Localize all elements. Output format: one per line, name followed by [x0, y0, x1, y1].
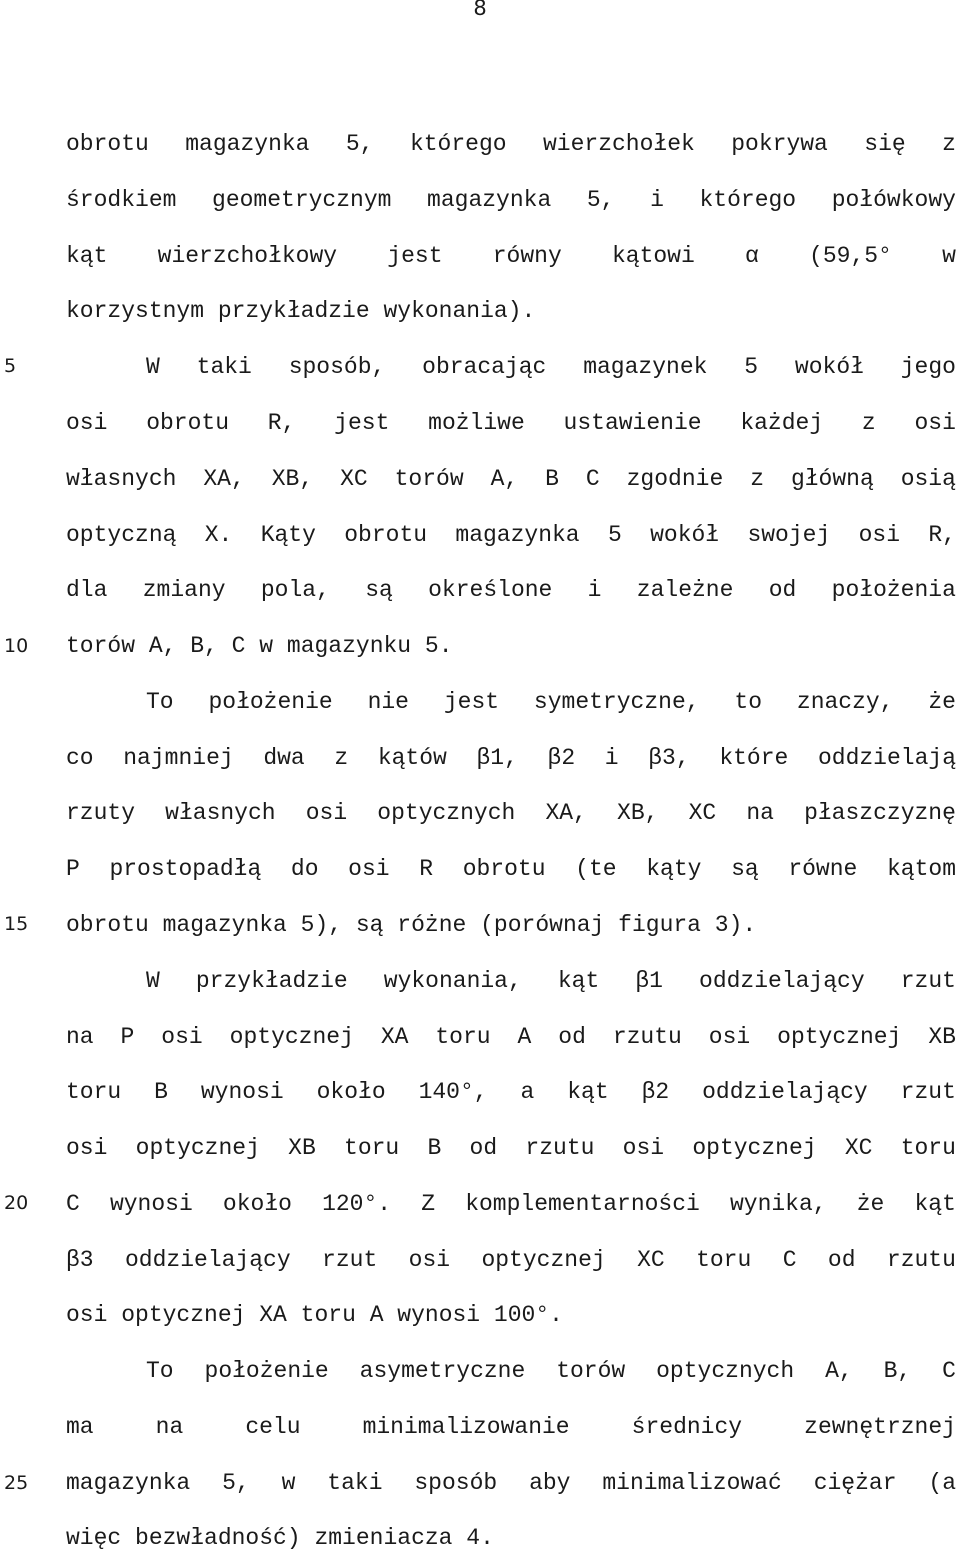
word: oddzielający	[702, 1079, 868, 1105]
word: na	[66, 1024, 94, 1050]
text-line	[66, 182, 956, 218]
word: 5	[607, 522, 622, 548]
word: co	[66, 745, 94, 771]
word: jego	[900, 354, 956, 380]
word: w	[281, 1470, 296, 1496]
word: średnicy	[631, 1414, 743, 1440]
word: A	[517, 1024, 532, 1050]
word: którego	[699, 187, 797, 213]
word: magazynka	[427, 187, 552, 213]
word: różne	[397, 912, 481, 938]
word: każdej	[740, 410, 824, 436]
word: β1	[635, 968, 663, 994]
word: obrotu	[344, 522, 428, 548]
word: XA,	[545, 800, 587, 826]
word: B	[154, 1079, 168, 1105]
text-line	[66, 572, 956, 608]
word: magazynka	[185, 131, 310, 157]
text-line	[66, 740, 956, 776]
word: są	[365, 577, 393, 603]
word: optyczną	[66, 522, 177, 548]
page-number: 8	[473, 0, 487, 20]
line-number-25: 25	[4, 1472, 29, 1494]
word: B	[545, 466, 559, 492]
word: osi	[66, 410, 108, 436]
text-line	[66, 795, 956, 831]
word: są	[355, 912, 398, 938]
word: β2	[547, 745, 576, 771]
word: optycznej	[692, 1135, 817, 1161]
word: kąt	[914, 1191, 956, 1217]
word: P	[120, 1024, 135, 1050]
word: C	[942, 1358, 956, 1384]
word: osi	[858, 522, 901, 548]
word: kątom	[886, 856, 956, 882]
line-number-10: 10	[4, 635, 29, 657]
word: osi	[708, 1024, 751, 1050]
word: od	[469, 1135, 498, 1161]
word: rzutu	[612, 1024, 682, 1050]
word: dla	[66, 577, 108, 603]
word: że	[928, 689, 956, 715]
word: osi	[305, 800, 348, 826]
word: do	[290, 856, 319, 882]
word: optycznej	[121, 1302, 260, 1328]
word: swojej	[747, 522, 831, 548]
word: osi	[66, 1135, 108, 1161]
word: (a	[928, 1470, 956, 1496]
word: XA	[380, 1024, 409, 1050]
word: figura	[618, 912, 715, 938]
word: R,	[928, 522, 956, 548]
word: z	[942, 131, 956, 157]
text-line	[66, 126, 956, 162]
word: w	[259, 633, 287, 659]
word: celu	[245, 1414, 301, 1440]
word: W	[146, 354, 160, 380]
word: wynosi	[397, 1302, 494, 1328]
text-line	[66, 1353, 956, 1389]
text-line	[66, 851, 956, 887]
word: 120°.	[322, 1191, 392, 1217]
word: optycznej	[481, 1247, 606, 1273]
word: są	[731, 856, 759, 882]
word: środkiem	[66, 187, 177, 213]
word: toru	[66, 1079, 122, 1105]
word: pola,	[260, 577, 330, 603]
word: jest	[334, 410, 390, 436]
text-line	[66, 1130, 956, 1166]
word: osi	[914, 410, 956, 436]
word: torów	[556, 1358, 626, 1384]
word: a	[520, 1079, 535, 1105]
word: którego	[409, 131, 507, 157]
line-number-5: 5	[4, 355, 17, 377]
line-number-15: 15	[4, 913, 29, 935]
word: 5,	[586, 187, 615, 213]
word: rzuty	[66, 800, 136, 826]
word: się	[864, 131, 906, 157]
word: minimalizowanie	[362, 1414, 570, 1440]
word: więc	[66, 1525, 136, 1551]
word: wynosi	[200, 1079, 284, 1105]
word: 5),	[300, 912, 356, 938]
word: magazynka	[162, 912, 301, 938]
word: pokrywa	[731, 131, 828, 157]
text-line	[66, 1186, 956, 1222]
word: zewnętrznej	[804, 1414, 956, 1440]
word: toru	[435, 1024, 491, 1050]
word: magazynka	[455, 522, 580, 548]
word: kąt	[567, 1079, 609, 1105]
word: obrotu	[146, 410, 230, 436]
word: (te	[575, 856, 617, 882]
word: przykładzie	[217, 298, 384, 324]
word: równy	[492, 243, 562, 269]
text-line	[66, 517, 956, 553]
word: z	[750, 466, 764, 492]
text-line	[66, 1297, 956, 1333]
word: sposób	[414, 1470, 498, 1496]
word: rzutu	[886, 1247, 956, 1273]
text-line	[66, 684, 956, 720]
word: na	[155, 1414, 184, 1440]
word: równe	[788, 856, 858, 882]
word: to	[734, 689, 763, 715]
word: które	[719, 745, 789, 771]
word: ustawienie	[563, 410, 702, 436]
word: B,	[190, 633, 232, 659]
word: XB,	[617, 800, 659, 826]
word: kąt	[66, 243, 108, 269]
word: osi	[408, 1247, 451, 1273]
word: toru	[696, 1247, 752, 1273]
word: położenie	[208, 689, 333, 715]
word: połówkowy	[831, 187, 956, 213]
word: 5,	[345, 131, 374, 157]
word: główną	[790, 466, 874, 492]
text-line	[66, 461, 956, 497]
word: geometrycznym	[212, 187, 392, 213]
word: 100°.	[493, 1302, 563, 1328]
word: oddzielający	[125, 1247, 291, 1273]
word: wokół	[650, 522, 720, 548]
word: torów	[66, 633, 149, 659]
word: taki	[327, 1470, 383, 1496]
text-line	[66, 963, 956, 999]
word: od	[558, 1024, 586, 1050]
word: około	[222, 1191, 292, 1217]
word: R,	[267, 410, 296, 436]
word: To	[146, 689, 174, 715]
word: ma	[66, 1414, 94, 1440]
word: minimalizować	[602, 1470, 782, 1496]
word: magazynek	[583, 354, 708, 380]
word: toru	[344, 1135, 400, 1161]
word: oddzielający	[699, 968, 865, 994]
word: i	[650, 187, 664, 213]
word: Z	[421, 1191, 436, 1217]
word: oddzielają	[817, 745, 956, 771]
word: XA,	[203, 466, 245, 492]
word: optycznych	[377, 800, 516, 826]
word: XC	[637, 1247, 665, 1273]
text-line	[66, 1019, 956, 1055]
word: sposób,	[288, 354, 386, 380]
word: że	[856, 1191, 885, 1217]
word: wierzchołek	[542, 131, 695, 157]
word: osi	[348, 856, 390, 882]
word: taki	[196, 354, 252, 380]
word: w	[942, 243, 956, 269]
word: 140°,	[418, 1079, 488, 1105]
word: rzut	[322, 1247, 378, 1273]
word: od	[768, 577, 797, 603]
word: XC	[340, 466, 368, 492]
word: β1,	[476, 745, 518, 771]
word: optycznych	[656, 1358, 795, 1384]
word: R	[419, 856, 434, 882]
word: wykonania,	[383, 968, 522, 994]
word: XB	[928, 1024, 956, 1050]
word: zmieniacza	[314, 1525, 467, 1551]
word: nie	[367, 689, 409, 715]
word: osi	[622, 1135, 665, 1161]
word: prostopadłą	[109, 856, 262, 882]
word: 3).	[714, 912, 757, 938]
word: położenia	[831, 577, 956, 603]
word: magazynku	[286, 633, 425, 659]
word: C	[782, 1247, 797, 1273]
text-line	[66, 1074, 956, 1110]
word: zależne	[636, 577, 734, 603]
text-line	[66, 628, 956, 664]
word: C	[66, 1191, 80, 1217]
word: kąty	[646, 856, 702, 882]
word: 5	[744, 354, 759, 380]
line-number-20: 20	[4, 1192, 29, 1214]
word: z	[861, 410, 876, 436]
word: α	[745, 243, 759, 269]
word: wokół	[794, 354, 864, 380]
word: wynosi	[109, 1191, 193, 1217]
word: obracając	[422, 354, 547, 380]
word: kątów	[377, 745, 447, 771]
word: obrotu	[66, 912, 163, 938]
word: wierzchołkowy	[157, 243, 338, 269]
word: jest	[387, 243, 443, 269]
word: 5,	[222, 1470, 250, 1496]
word: komplementarności	[465, 1191, 700, 1217]
word: najmniej	[123, 745, 234, 771]
word: C	[231, 633, 260, 659]
word: (59,5°	[809, 243, 892, 269]
word: toru	[900, 1135, 956, 1161]
word: wynika,	[729, 1191, 827, 1217]
word: XB	[288, 1135, 316, 1161]
word: płaszczyznę	[804, 800, 956, 826]
word: asymetryczne	[359, 1358, 526, 1384]
word: rzut	[900, 1079, 956, 1105]
word: β2	[641, 1079, 670, 1105]
text-line	[66, 405, 956, 441]
word: symetryczne,	[533, 689, 700, 715]
word: z	[334, 745, 349, 771]
word: XA	[259, 1302, 301, 1328]
word: XC	[844, 1135, 873, 1161]
word: toru	[300, 1302, 370, 1328]
word: B,	[883, 1358, 912, 1384]
word: 5.	[424, 633, 453, 659]
word: X.	[204, 522, 233, 548]
word: własnych	[165, 800, 276, 826]
word: zgodnie	[626, 466, 724, 492]
text-line	[66, 238, 956, 274]
word: zmiany	[142, 577, 226, 603]
word: magazynka	[66, 1470, 191, 1496]
word: ciężar	[813, 1470, 897, 1496]
text-line	[66, 907, 956, 943]
word: Kąty	[260, 522, 316, 548]
word: aby	[529, 1470, 571, 1496]
word: osi	[161, 1024, 203, 1050]
word: β3	[66, 1247, 94, 1273]
text-line	[66, 1242, 956, 1278]
word: A,	[148, 633, 191, 659]
word: β3,	[648, 745, 690, 771]
text-line	[66, 1465, 956, 1501]
word: A	[369, 1302, 398, 1328]
word: jest	[443, 689, 500, 715]
word: możliwe	[428, 410, 525, 436]
word: obrotu	[462, 856, 546, 882]
word: około	[316, 1079, 386, 1105]
word: To	[146, 1358, 174, 1384]
word: wykonania).	[383, 298, 536, 324]
word: optycznej	[777, 1024, 902, 1050]
word: torów	[394, 466, 464, 492]
word: optycznej	[229, 1024, 354, 1050]
word: przykładzie	[195, 968, 348, 994]
text-line	[66, 293, 956, 329]
word: A,	[825, 1358, 853, 1384]
word: 4.	[466, 1525, 494, 1551]
word: korzystnym	[66, 298, 218, 324]
word: C	[585, 466, 600, 492]
word: optycznej	[135, 1135, 260, 1161]
text-line	[66, 349, 956, 385]
word: osi	[66, 1302, 122, 1328]
word: A,	[490, 466, 519, 492]
word: położenie	[204, 1358, 329, 1384]
word: osią	[900, 466, 956, 492]
word: dwa	[263, 745, 305, 771]
word: obrotu	[66, 131, 149, 157]
word: od	[827, 1247, 856, 1273]
word: rzutu	[525, 1135, 595, 1161]
word: W	[146, 968, 160, 994]
word: kąt	[557, 968, 600, 994]
text-line	[66, 1409, 956, 1445]
word: na	[746, 800, 774, 826]
word: rzut	[900, 968, 956, 994]
word: (porównaj	[480, 912, 619, 938]
word: i	[604, 745, 619, 771]
word: XC	[688, 800, 717, 826]
word: znaczy,	[796, 689, 894, 715]
word: B	[427, 1135, 442, 1161]
word: określone	[428, 577, 553, 603]
word: P	[66, 856, 80, 882]
word: i	[587, 577, 602, 603]
word: XB,	[271, 466, 314, 492]
word: kątowi	[611, 243, 695, 269]
word: bezwładność)	[135, 1525, 315, 1551]
word: własnych	[66, 466, 177, 492]
